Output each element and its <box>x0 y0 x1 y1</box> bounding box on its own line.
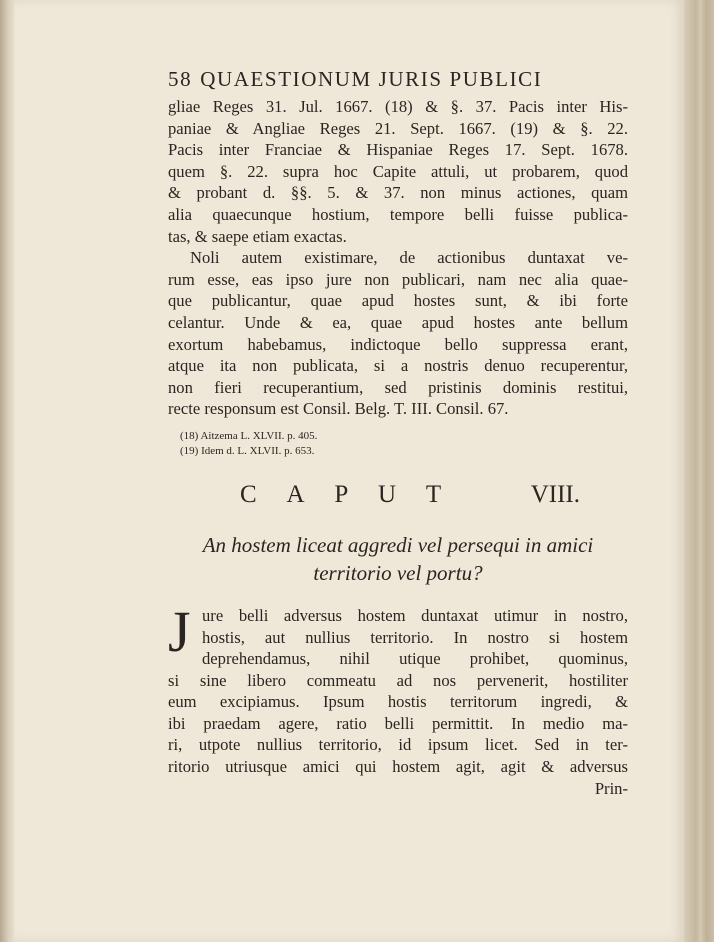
text-line: quem §. 22. supra hoc Capite attuli, ut probarem, quod <box>168 161 628 181</box>
chapter-letter: A <box>286 480 305 508</box>
chapter-letter: P <box>334 480 349 508</box>
text-line: non fieri recuperantium, sed pristinis dominis restitui, <box>168 377 628 397</box>
footnotes <box>168 429 628 459</box>
text-line: paniae & Angliae Reges 21. Sept. 1667. (19) & §. 22. <box>168 118 628 138</box>
text-line: tas, & saepe etiam exactas. <box>168 226 347 246</box>
chapter-numeral: VIII. <box>530 480 580 508</box>
text-line: exortum habebamus, indictoque bello suppressa erant, <box>168 334 628 354</box>
text-line: ri, utpote nullius territorio, id ipsum licet. Sed in ter- <box>168 735 628 755</box>
paragraph-1 <box>168 96 628 247</box>
drop-cap: J <box>168 598 191 664</box>
text-line: Noli autem existimare, de actionibus duntaxat ve- <box>190 248 628 268</box>
chapter-title-line: territorio vel portu? <box>313 560 483 585</box>
chapter-title-line: An hostem liceat aggredi vel persequi in amici <box>202 532 594 557</box>
text-line: deprehendamus, nihil utique prohibet, quominus, <box>202 649 628 669</box>
text-line: rum esse, eas ipso jure non publicari, nam nec alia quae- <box>168 269 628 289</box>
text-line: & probant d. §§. 5. & 37. non minus actiones, quam <box>168 183 628 203</box>
footnote: (19) Idem d. L. XLVII. p. 653. <box>180 444 315 457</box>
paragraph-2 <box>168 247 628 420</box>
running-head <box>168 66 628 96</box>
chapter-letter: U <box>378 480 397 508</box>
text-line: hostis, aut nullius territorio. In nostro si hostem <box>202 627 628 647</box>
text-line: celantur. Unde & ea, quae apud hostes ante bellum <box>168 312 628 332</box>
book-binding-gutter <box>0 0 14 942</box>
text-line: ure belli adversus hostem duntaxat utimur in nostro, <box>202 605 628 625</box>
text-line: atque ita non publicata, si a nostris denuo recuperentur, <box>168 356 628 376</box>
paragraph-3 <box>168 598 628 799</box>
text-line: alia quaecunque hostium, tempore belli fuisse publica- <box>168 204 628 224</box>
chapter-heading <box>168 481 628 515</box>
text-line: que publicantur, quae apud hostes sunt, & ibi forte <box>168 291 628 311</box>
footnote: (18) Aitzema L. XLVII. p. 405. <box>180 429 318 442</box>
chapter-title <box>168 531 628 587</box>
text-line: Pacis inter Franciae & Hispaniae Reges 17. Sept. 1678. <box>168 140 628 160</box>
text-line: recte responsum est Consil. Belg. T. III. Consil. 67. <box>168 399 509 419</box>
text-line: si sine libero commeatu ad nos pervenerit, hostiliter <box>168 670 628 690</box>
text-line: gliae Reges 31. Jul. 1667. (18) & §. 37. Pacis inter His- <box>168 97 628 116</box>
page-text-block <box>168 66 628 799</box>
page-edges <box>684 0 714 942</box>
chapter-letter: C <box>240 480 257 508</box>
catchword: Prin- <box>594 778 628 798</box>
text-line: ritorio utriusque amici qui hostem agit, agit & adversus <box>168 757 628 777</box>
chapter-letter: T <box>425 480 442 508</box>
text-line: eum excipiamus. Ipsum hostis territorum ingredi, & <box>168 692 628 712</box>
running-head-title: QUAESTIONUM JURIS PUBLICI <box>200 67 543 91</box>
text-line: ibi praedam agere, ratio belli permittit. In medio ma- <box>168 713 628 733</box>
page-number: 58 <box>168 67 193 91</box>
